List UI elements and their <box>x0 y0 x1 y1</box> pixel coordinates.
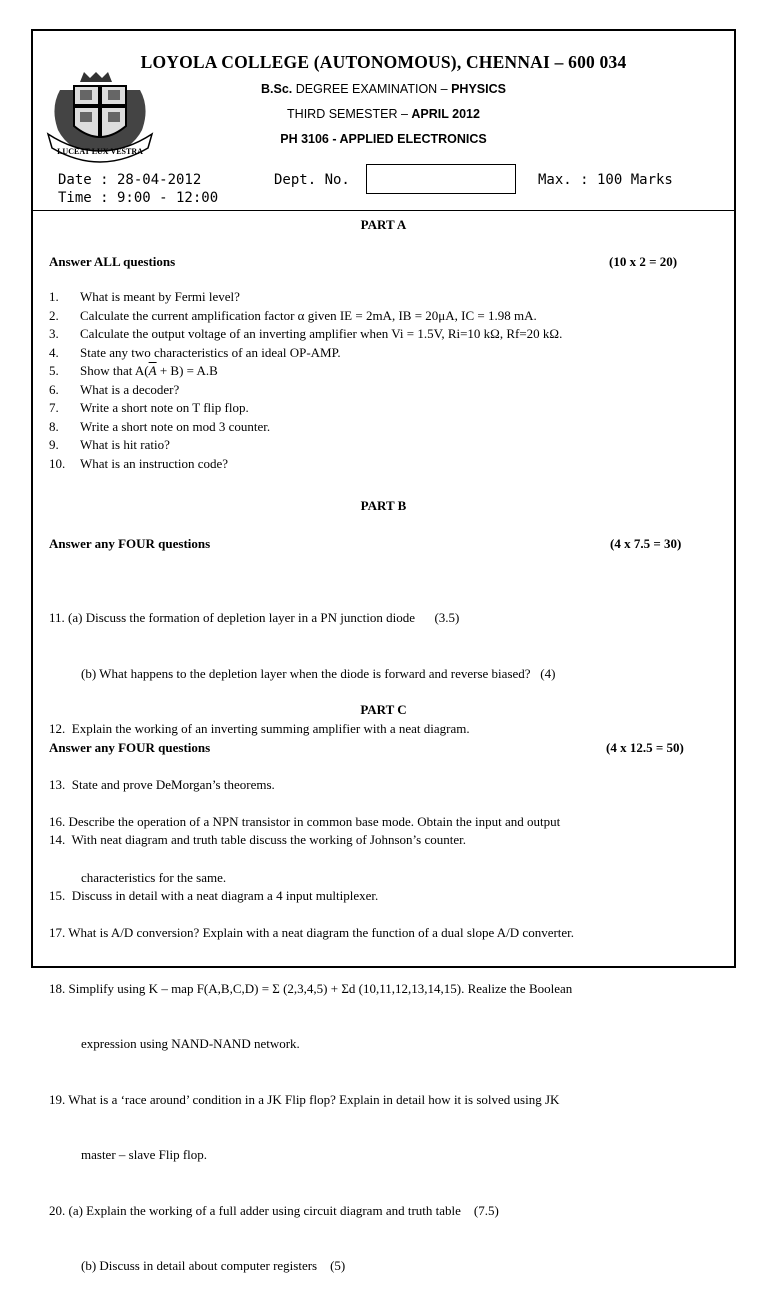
part-a-questions <box>49 288 719 473</box>
paper-code-title: PH 3106 - APPLIED ELECTRONICS <box>280 132 487 146</box>
part-b-instruction: Answer any FOUR questions <box>49 536 211 551</box>
question-12: 12. Explain the working of an inverting summing amplifier with a neat diagram. <box>49 721 470 736</box>
question-18-cont: expression using NAND-NAND network. <box>81 1036 300 1051</box>
part-c-questions <box>49 776 719 1294</box>
question-2: 2. Calculate the current amplification factor α given IE = 2mA, IB = 20μA, IC = 1.98 mA. <box>49 307 537 323</box>
question-9: 9. What is hit ratio? <box>49 437 170 452</box>
question-14: 14. With neat diagram and truth table discuss the working of Johnson’s counter. <box>49 832 466 847</box>
question-1: 1. What is meant by Fermi level? <box>49 289 240 304</box>
question-19-cont: master – slave Flip flop. <box>81 1147 208 1162</box>
dept-no-label: Dept. No. <box>274 172 350 188</box>
question-18: 18. Simplify using K – map F(A,B,C,D) = Σ (2,3,4,5) + Σd (10,11,12,13,14,15). Realize the Boolean <box>49 980 573 996</box>
part-a-marks: (10 x 2 = 20) <box>609 254 678 269</box>
exam-date: Date : 28-04-2012 <box>58 172 202 188</box>
question-13: 13. State and prove DeMorgan’s theorems. <box>49 776 275 792</box>
part-b-marks: (4 x 7.5 = 30) <box>610 536 682 551</box>
question-16: 16. Describe the operation of a NPN transistor in common base mode. Obtain the input and output <box>49 814 561 829</box>
college-name: LOYOLA COLLEGE (AUTONOMOUS), CHENNAI – 600 034 <box>140 52 627 72</box>
question-15: 15. Discuss in detail with a neat diagram a 4 input multiplexer. <box>49 887 379 903</box>
exam-time: Time : 9:00 - 12:00 <box>58 190 219 206</box>
question-10: 10. What is an instruction code? <box>49 455 229 471</box>
part-c-marks: (4 x 12.5 = 50) <box>606 740 684 755</box>
max-marks: Max. : 100 Marks <box>538 172 673 188</box>
header-rule <box>33 210 734 211</box>
question-8: 8. Write a short note on mod 3 counter. <box>49 418 271 434</box>
question-4: 4. State any two characteristics of an ideal OP-AMP. <box>49 344 341 360</box>
question-16-cont: characteristics for the same. <box>81 869 227 885</box>
question-3: 3. Calculate the output voltage of an inverting amplifier when Vi = 1.5V, Ri=10 kΩ, Rf=20 kΩ. <box>49 326 563 341</box>
crest-motto: LUCEAT LUX VESTRA <box>57 147 143 156</box>
question-5: 5. Show that $A(\overline{A} + B) = A.B$ <box>49 363 218 378</box>
part-a-title: PART A <box>360 217 407 232</box>
part-c-title: PART C <box>360 702 407 717</box>
question-11b: (b) What happens to the depletion layer when the diode is forward and reverse biased? (4) <box>81 665 556 681</box>
dept-no-box[interactable] <box>366 164 516 194</box>
semester-line: THIRD SEMESTER – APRIL 2012 <box>287 107 480 121</box>
question-19: 19. What is a ‘race around’ condition in a JK Flip flop? Explain in detail how it is solved using JK <box>49 1091 560 1107</box>
question-20b: (b) Discuss in detail about computer registers (5) <box>81 1258 346 1273</box>
question-17: 17. What is A/D conversion? Explain with a neat diagram the function of a dual slope A/D converter. <box>49 925 575 940</box>
question-11a: 11. (a) Discuss the formation of depletion layer in a PN junction diode (3.5) <box>49 610 460 625</box>
question-7: 7. Write a short note on T flip flop. <box>49 400 249 415</box>
part-c-instruction: Answer any FOUR questions <box>49 740 211 755</box>
question-6: 6. What is a decoder? <box>49 381 180 397</box>
question-20a: 20. (a) Explain the working of a full adder using circuit diagram and truth table (7.5) <box>49 1202 499 1218</box>
part-b-title: PART B <box>360 498 407 513</box>
degree-line: B.Sc. DEGREE EXAMINATION – PHYSICS <box>261 82 506 96</box>
part-a-instruction: Answer ALL questions <box>49 254 176 269</box>
